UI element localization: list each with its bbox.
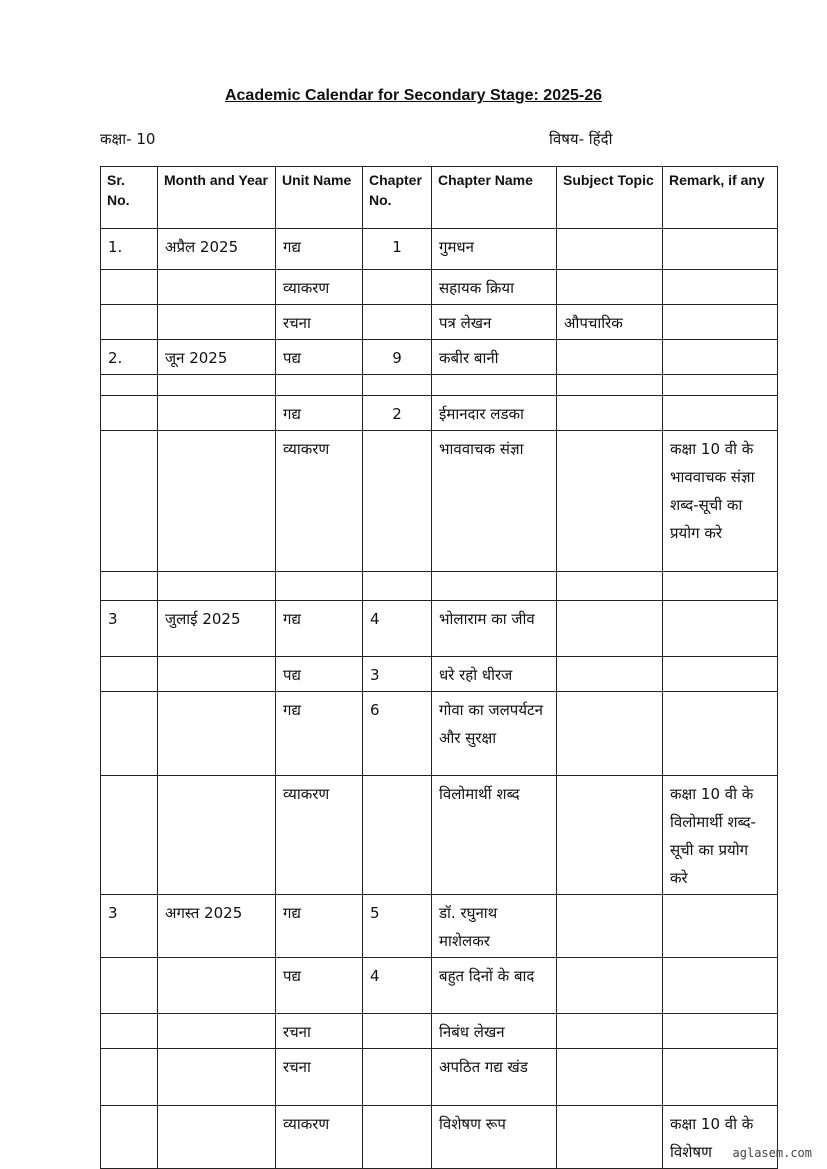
table-row <box>101 270 778 305</box>
cell-sr: 3 <box>101 601 158 657</box>
cell-remark: कक्षा 10 वी के विलोमार्थी शब्द-सूची का प्रयोग करे <box>663 776 778 895</box>
cell-chapter-no <box>363 375 432 396</box>
cell-sr <box>101 375 158 396</box>
cell-unit <box>276 572 363 601</box>
cell-chapter-name: गुमधन <box>432 229 557 270</box>
cell-topic: औपचारिक <box>557 305 663 340</box>
cell-chapter-name: विशेषण रूप <box>432 1106 557 1169</box>
cell-unit: व्याकरण <box>276 431 363 572</box>
cell-chapter-no <box>363 572 432 601</box>
cell-sr <box>101 572 158 601</box>
cell-chapter-name: सहायक क्रिया <box>432 270 557 305</box>
cell-chapter-name: डॉ. रघुनाथ माशेलकर <box>432 895 557 958</box>
cell-topic <box>557 1049 663 1106</box>
table-row <box>101 895 778 958</box>
table-row <box>101 375 778 396</box>
cell-chapter-no: 1 <box>363 229 432 270</box>
class-label: कक्षा- 10 <box>100 130 156 148</box>
cell-sr: 1. <box>101 229 158 270</box>
cell-chapter-no <box>363 1049 432 1106</box>
cell-chapter-name <box>432 375 557 396</box>
cell-chapter-name: धरे रहो धीरज <box>432 657 557 692</box>
cell-sr <box>101 692 158 776</box>
cell-sr: 2. <box>101 340 158 375</box>
header-chapter-name: Chapter Name <box>432 167 557 229</box>
cell-month: जून 2025 <box>158 340 276 375</box>
cell-chapter-no <box>363 1106 432 1169</box>
header-month-year: Month and Year <box>158 167 276 229</box>
cell-sr <box>101 958 158 1014</box>
cell-month <box>158 1014 276 1049</box>
cell-remark <box>663 229 778 270</box>
cell-remark: कक्षा 10 वी के विशेषण <box>663 1106 778 1169</box>
cell-chapter-no: 6 <box>363 692 432 776</box>
cell-unit: व्याकरण <box>276 1106 363 1169</box>
cell-month <box>158 572 276 601</box>
cell-sr <box>101 1049 158 1106</box>
cell-chapter-no <box>363 431 432 572</box>
cell-sr <box>101 657 158 692</box>
cell-month <box>158 1049 276 1106</box>
cell-month <box>158 396 276 431</box>
cell-remark <box>663 305 778 340</box>
cell-chapter-name: बहुत दिनों के बाद <box>432 958 557 1014</box>
cell-month <box>158 270 276 305</box>
cell-month <box>158 431 276 572</box>
cell-unit: गद्य <box>276 601 363 657</box>
cell-month <box>158 776 276 895</box>
table-row <box>101 305 778 340</box>
cell-topic <box>557 375 663 396</box>
cell-month <box>158 958 276 1014</box>
table-row <box>101 431 778 572</box>
cell-topic <box>557 895 663 958</box>
cell-chapter-no: 9 <box>363 340 432 375</box>
table-row <box>101 1014 778 1049</box>
cell-sr <box>101 270 158 305</box>
header-chapter-no: Chapter No. <box>363 167 432 229</box>
cell-month <box>158 692 276 776</box>
header-unit-name: Unit Name <box>276 167 363 229</box>
cell-month: अप्रैल 2025 <box>158 229 276 270</box>
cell-remark <box>663 572 778 601</box>
cell-unit: पद्य <box>276 958 363 1014</box>
cell-topic <box>557 958 663 1014</box>
cell-topic <box>557 776 663 895</box>
cell-month <box>158 375 276 396</box>
cell-chapter-name: भाववाचक संज्ञा <box>432 431 557 572</box>
cell-unit: पद्य <box>276 657 363 692</box>
cell-remark: कक्षा 10 वी के भाववाचक संज्ञा शब्द-सूची का प्रयोग करे <box>663 431 778 572</box>
cell-month: जुलाई 2025 <box>158 601 276 657</box>
table-row <box>101 340 778 375</box>
cell-sr <box>101 1106 158 1169</box>
cell-month: अगस्त 2025 <box>158 895 276 958</box>
table-row <box>101 958 778 1014</box>
cell-unit: रचना <box>276 305 363 340</box>
cell-topic <box>557 1106 663 1169</box>
cell-sr <box>101 776 158 895</box>
cell-topic <box>557 431 663 572</box>
cell-remark <box>663 270 778 305</box>
header-sr-no: Sr. No. <box>101 167 158 229</box>
table-row <box>101 572 778 601</box>
cell-topic <box>557 572 663 601</box>
cell-unit: रचना <box>276 1049 363 1106</box>
cell-chapter-no <box>363 270 432 305</box>
cell-chapter-name: अपठित गद्य खंड <box>432 1049 557 1106</box>
cell-topic <box>557 396 663 431</box>
cell-sr: 3 <box>101 895 158 958</box>
cell-month <box>158 305 276 340</box>
table-header-row <box>101 167 778 229</box>
cell-month <box>158 1106 276 1169</box>
cell-unit: गद्य <box>276 396 363 431</box>
cell-chapter-name: पत्र लेखन <box>432 305 557 340</box>
cell-chapter-name: गोवा का जलपर्यटन और सुरक्षा <box>432 692 557 776</box>
cell-topic <box>557 1014 663 1049</box>
cell-chapter-no <box>363 1014 432 1049</box>
cell-chapter-name <box>432 572 557 601</box>
table-row <box>101 1106 778 1169</box>
cell-chapter-no <box>363 776 432 895</box>
cell-unit: व्याकरण <box>276 776 363 895</box>
cell-topic <box>557 340 663 375</box>
cell-unit: व्याकरण <box>276 270 363 305</box>
cell-sr <box>101 1014 158 1049</box>
cell-remark <box>663 1014 778 1049</box>
cell-unit <box>276 375 363 396</box>
header-subject-topic: Subject Topic <box>557 167 663 229</box>
cell-chapter-no <box>363 305 432 340</box>
cell-chapter-no: 4 <box>363 958 432 1014</box>
cell-remark <box>663 657 778 692</box>
header-remark: Remark, if any <box>663 167 778 229</box>
cell-unit: गद्य <box>276 692 363 776</box>
table-row <box>101 396 778 431</box>
cell-unit: रचना <box>276 1014 363 1049</box>
cell-topic <box>557 229 663 270</box>
cell-topic <box>557 692 663 776</box>
table-row <box>101 601 778 657</box>
cell-chapter-name: भोलाराम का जीव <box>432 601 557 657</box>
table-row <box>101 692 778 776</box>
cell-sr <box>101 305 158 340</box>
cell-chapter-name: निबंध लेखन <box>432 1014 557 1049</box>
cell-unit: पद्य <box>276 340 363 375</box>
cell-chapter-no: 3 <box>363 657 432 692</box>
document-title: Academic Calendar for Secondary Stage: 2025-26 <box>224 87 603 104</box>
cell-chapter-name: कबीर बानी <box>432 340 557 375</box>
calendar-table <box>100 166 778 1169</box>
table-row <box>101 229 778 270</box>
cell-remark <box>663 958 778 1014</box>
cell-unit: गद्य <box>276 895 363 958</box>
watermark-link[interactable]: aglasem.com <box>732 1146 812 1160</box>
cell-chapter-name: ईमानदार लडका <box>432 396 557 431</box>
cell-chapter-no: 4 <box>363 601 432 657</box>
cell-remark <box>663 692 778 776</box>
cell-remark <box>663 895 778 958</box>
table-row <box>101 776 778 895</box>
table-row <box>101 657 778 692</box>
cell-topic <box>557 270 663 305</box>
cell-remark <box>663 375 778 396</box>
cell-unit: गद्य <box>276 229 363 270</box>
table-row <box>101 1049 778 1106</box>
cell-remark <box>663 396 778 431</box>
cell-topic <box>557 601 663 657</box>
cell-remark <box>663 1049 778 1106</box>
cell-chapter-no: 5 <box>363 895 432 958</box>
cell-sr <box>101 396 158 431</box>
subject-label: विषय- हिंदी <box>549 130 613 148</box>
cell-chapter-no: 2 <box>363 396 432 431</box>
cell-remark <box>663 601 778 657</box>
cell-sr <box>101 431 158 572</box>
cell-month <box>158 657 276 692</box>
cell-chapter-name: विलोमार्थी शब्द <box>432 776 557 895</box>
cell-topic <box>557 657 663 692</box>
cell-remark <box>663 340 778 375</box>
